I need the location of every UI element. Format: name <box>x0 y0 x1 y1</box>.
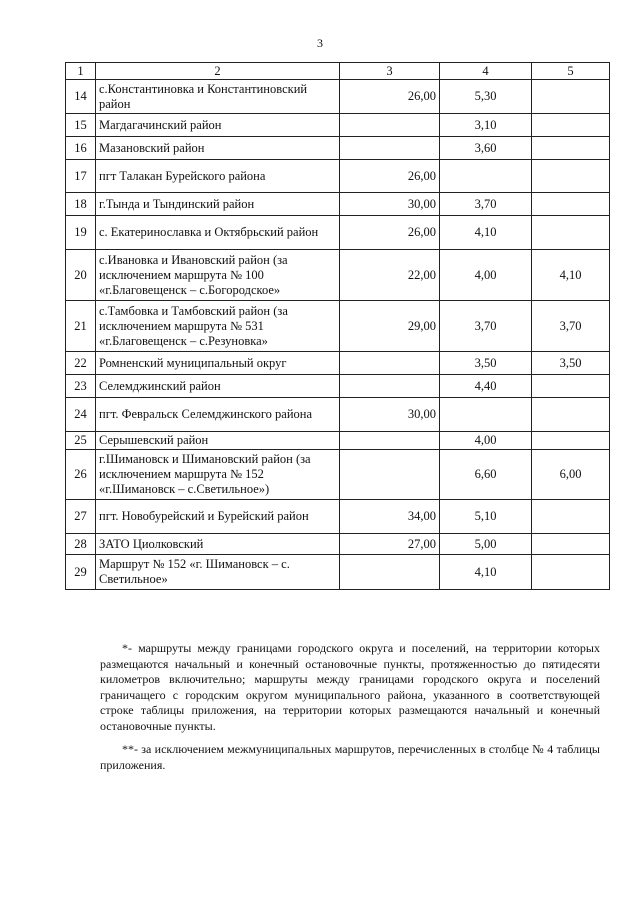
row-number: 20 <box>66 250 96 301</box>
row-locality: Ромненский муниципальный округ <box>96 352 340 375</box>
column-header: 3 <box>340 63 440 80</box>
row-value-col5 <box>532 500 610 534</box>
row-value-col3: 30,00 <box>340 398 440 432</box>
row-locality: пгт. Новобурейский и Бурейский район <box>96 500 340 534</box>
row-number: 22 <box>66 352 96 375</box>
row-number: 24 <box>66 398 96 432</box>
row-number: 17 <box>66 160 96 193</box>
table-row <box>66 432 610 450</box>
row-value-col4: 3,70 <box>440 301 532 352</box>
row-locality: г.Шимановск и Шимановский район (за исключением маршрута № 152 «г.Шимановск – с.Светильное») <box>96 450 340 500</box>
row-value-col3 <box>340 375 440 398</box>
table-header-row <box>66 63 610 80</box>
row-value-col5 <box>532 398 610 432</box>
row-value-col5 <box>532 534 610 555</box>
table-row <box>66 301 610 352</box>
row-value-col3: 27,00 <box>340 534 440 555</box>
row-value-col4: 6,60 <box>440 450 532 500</box>
table-row <box>66 555 610 590</box>
row-value-col3: 30,00 <box>340 193 440 216</box>
row-locality: с.Ивановка и Ивановский район (за исключением маршрута № 100 «г.Благовещенск – с.Богородское» <box>96 250 340 301</box>
row-number: 26 <box>66 450 96 500</box>
row-value-col4: 4,40 <box>440 375 532 398</box>
row-value-col4 <box>440 160 532 193</box>
row-value-col5 <box>532 432 610 450</box>
row-value-col3 <box>340 432 440 450</box>
page-number: 3 <box>317 36 323 50</box>
table-row <box>66 450 610 500</box>
row-value-col4: 3,70 <box>440 193 532 216</box>
row-value-col5 <box>532 193 610 216</box>
row-number: 29 <box>66 555 96 590</box>
row-value-col3: 26,00 <box>340 216 440 250</box>
table-row <box>66 250 610 301</box>
row-number: 15 <box>66 114 96 137</box>
row-value-col4: 5,30 <box>440 80 532 114</box>
row-value-col3 <box>340 137 440 160</box>
tariff-table <box>65 62 610 590</box>
row-number: 25 <box>66 432 96 450</box>
row-value-col3: 29,00 <box>340 301 440 352</box>
row-locality: пгт Талакан Бурейского района <box>96 160 340 193</box>
row-value-col3 <box>340 450 440 500</box>
row-value-col3: 26,00 <box>340 160 440 193</box>
row-value-col3 <box>340 555 440 590</box>
row-number: 23 <box>66 375 96 398</box>
table-row <box>66 534 610 555</box>
table-row <box>66 80 610 114</box>
column-header: 4 <box>440 63 532 80</box>
row-value-col4: 4,10 <box>440 216 532 250</box>
row-value-col4: 3,60 <box>440 137 532 160</box>
row-value-col5: 6,00 <box>532 450 610 500</box>
row-value-col4: 5,10 <box>440 500 532 534</box>
row-value-col3 <box>340 114 440 137</box>
column-header: 1 <box>66 63 96 80</box>
row-locality: ЗАТО Циолковский <box>96 534 340 555</box>
table-row <box>66 375 610 398</box>
row-value-col4: 4,10 <box>440 555 532 590</box>
footnote-double-star: **- за исключением межмуниципальных маршрутов, перечисленных в столбце № 4 таблицы приложения. <box>100 742 600 772</box>
row-number: 19 <box>66 216 96 250</box>
row-value-col5: 3,70 <box>532 301 610 352</box>
row-locality: с.Константиновка и Константиновский район <box>96 80 340 114</box>
footnote-single-star: *- маршруты между границами городского округа и поселений, на территории которых размещаются начальный и конечный остановочные пункты, протяженностью до пятидесяти километров включительно; маршруты между границами городского округа и поселений граничащего с городским округом муниципального района, указанного в соответствующей строке таблицы приложения, на территории которых размещаются начальный и конечный остановочные пункты. <box>100 641 600 733</box>
row-value-col5 <box>532 160 610 193</box>
row-locality: Маршрут № 152 «г. Шимановск – с. Светильное» <box>96 555 340 590</box>
row-number: 21 <box>66 301 96 352</box>
row-locality: с. Екатеринославка и Октябрьский район <box>96 216 340 250</box>
table-row <box>66 352 610 375</box>
row-locality: г.Тында и Тындинский район <box>96 193 340 216</box>
table-row <box>66 398 610 432</box>
row-number: 14 <box>66 80 96 114</box>
row-value-col4: 3,50 <box>440 352 532 375</box>
row-value-col5 <box>532 555 610 590</box>
table-row <box>66 114 610 137</box>
row-locality: Серышевский район <box>96 432 340 450</box>
row-value-col3 <box>340 352 440 375</box>
table-row <box>66 216 610 250</box>
row-number: 16 <box>66 137 96 160</box>
row-value-col4 <box>440 398 532 432</box>
row-locality: Селемджинский район <box>96 375 340 398</box>
row-value-col5 <box>532 114 610 137</box>
row-locality: Мазановский район <box>96 137 340 160</box>
row-value-col4: 4,00 <box>440 432 532 450</box>
row-value-col3: 34,00 <box>340 500 440 534</box>
row-value-col5: 3,50 <box>532 352 610 375</box>
row-value-col4: 3,10 <box>440 114 532 137</box>
table-row <box>66 137 610 160</box>
row-value-col3: 26,00 <box>340 80 440 114</box>
row-value-col3: 22,00 <box>340 250 440 301</box>
row-value-col5 <box>532 375 610 398</box>
column-header: 2 <box>96 63 340 80</box>
row-locality: с.Тамбовка и Тамбовский район (за исключением маршрута № 531 «г.Благовещенск – с.Резуновка» <box>96 301 340 352</box>
row-locality: Магдагачинский район <box>96 114 340 137</box>
row-locality: пгт. Февральск Селемджинского района <box>96 398 340 432</box>
table-row <box>66 160 610 193</box>
row-value-col5 <box>532 216 610 250</box>
row-value-col5 <box>532 137 610 160</box>
row-number: 27 <box>66 500 96 534</box>
table-row <box>66 500 610 534</box>
row-value-col4: 5,00 <box>440 534 532 555</box>
table-row <box>66 193 610 216</box>
row-number: 18 <box>66 193 96 216</box>
column-header: 5 <box>532 63 610 80</box>
row-value-col4: 4,00 <box>440 250 532 301</box>
row-number: 28 <box>66 534 96 555</box>
footnotes <box>100 641 600 773</box>
row-value-col5: 4,10 <box>532 250 610 301</box>
row-value-col5 <box>532 80 610 114</box>
